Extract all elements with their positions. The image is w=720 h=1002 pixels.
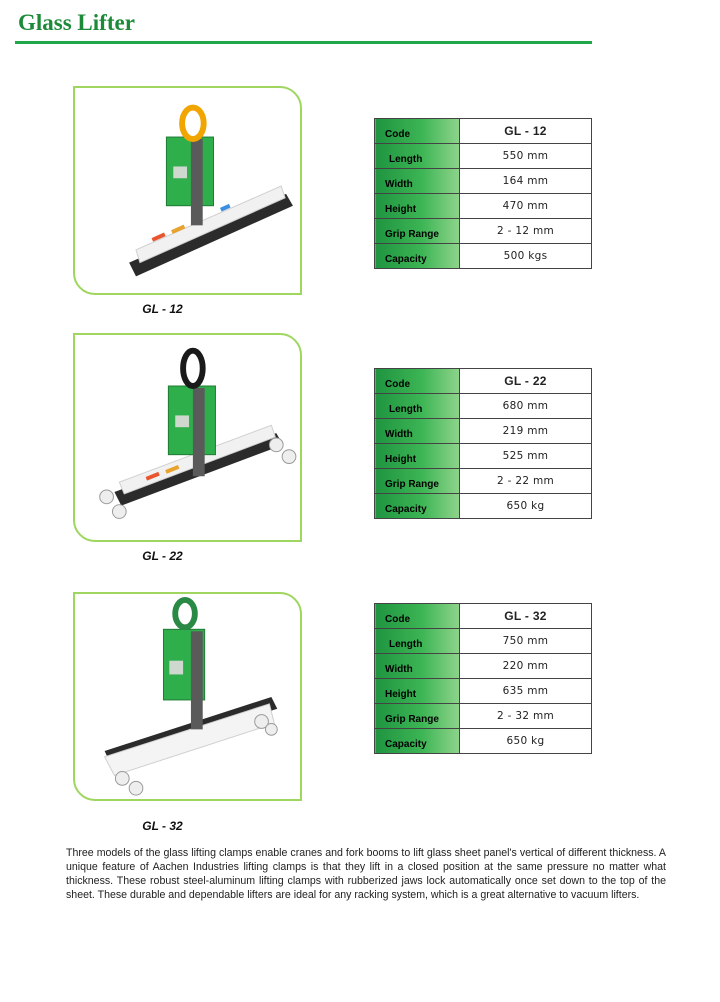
product-image-gl-22 <box>73 333 302 542</box>
spec-label: Grip Range <box>375 219 460 244</box>
spec-table-gl-22 <box>374 368 592 519</box>
spec-row <box>375 494 592 519</box>
spec-row <box>375 369 592 394</box>
spec-value: 525 mm <box>460 444 592 469</box>
spec-label: Length <box>375 144 460 169</box>
spec-label: Height <box>375 444 460 469</box>
spec-label: Length <box>375 394 460 419</box>
spec-label: Grip Range <box>375 469 460 494</box>
spec-row <box>375 394 592 419</box>
spec-row <box>375 169 592 194</box>
product-image-gl-12 <box>73 86 302 295</box>
spec-label: Code <box>375 119 460 144</box>
spec-label: Code <box>375 369 460 394</box>
spec-value: GL - 22 <box>460 369 592 394</box>
spec-label: Height <box>375 194 460 219</box>
spec-value: GL - 12 <box>460 119 592 144</box>
spec-value: 680 mm <box>460 394 592 419</box>
glass-lifter-illustration <box>75 594 300 799</box>
spec-row <box>375 704 592 729</box>
spec-row <box>375 654 592 679</box>
spec-label: Capacity <box>375 494 460 519</box>
title-divider <box>15 41 592 44</box>
spec-label: Capacity <box>375 729 460 754</box>
spec-value: GL - 32 <box>460 604 592 629</box>
spec-label: Width <box>375 419 460 444</box>
spec-table-gl-12 <box>374 118 592 269</box>
spec-row <box>375 419 592 444</box>
spec-value: 2 - 32 mm <box>460 704 592 729</box>
spec-table-gl-32 <box>374 603 592 754</box>
product-image-gl-32 <box>73 592 302 801</box>
spec-row <box>375 244 592 269</box>
spec-label: Width <box>375 654 460 679</box>
product-caption: GL - 22 <box>142 549 183 563</box>
spec-row <box>375 629 592 654</box>
spec-value: 164 mm <box>460 169 592 194</box>
spec-label: Width <box>375 169 460 194</box>
spec-row <box>375 144 592 169</box>
spec-value: 220 mm <box>460 654 592 679</box>
spec-row <box>375 119 592 144</box>
page-title: Glass Lifter <box>18 10 135 35</box>
spec-row <box>375 194 592 219</box>
product-caption: GL - 12 <box>142 302 183 316</box>
spec-value: 650 kg <box>460 729 592 754</box>
glass-lifter-illustration <box>75 335 300 540</box>
spec-label: Capacity <box>375 244 460 269</box>
spec-label: Code <box>375 604 460 629</box>
spec-row <box>375 444 592 469</box>
spec-row <box>375 219 592 244</box>
spec-value: 500 kgs <box>460 244 592 269</box>
spec-value: 550 mm <box>460 144 592 169</box>
spec-label: Grip Range <box>375 704 460 729</box>
spec-value: 750 mm <box>460 629 592 654</box>
spec-row <box>375 679 592 704</box>
spec-value: 635 mm <box>460 679 592 704</box>
product-caption: GL - 32 <box>142 819 183 833</box>
spec-value: 219 mm <box>460 419 592 444</box>
spec-value: 470 mm <box>460 194 592 219</box>
spec-row <box>375 729 592 754</box>
spec-value: 2 - 22 mm <box>460 469 592 494</box>
spec-value: 2 - 12 mm <box>460 219 592 244</box>
product-description: Three models of the glass lifting clamps enable cranes and fork booms to lift glass sheet panel's vertical of different thickness. A unique feature of Aachen Industries lifting clamps is that they lift in a closed position at the same pressure no matter what thickness. These robust steel-aluminum lifting clamps with rubberized jaws lock automatically once set down to the top of the sheet. These durable and dependable lifters are ideal for any racking system, which is a great alternative to vacuum lifters. <box>66 847 666 901</box>
spec-label: Height <box>375 679 460 704</box>
glass-lifter-illustration <box>75 88 300 293</box>
spec-row <box>375 469 592 494</box>
spec-row <box>375 604 592 629</box>
spec-value: 650 kg <box>460 494 592 519</box>
spec-label: Length <box>375 629 460 654</box>
